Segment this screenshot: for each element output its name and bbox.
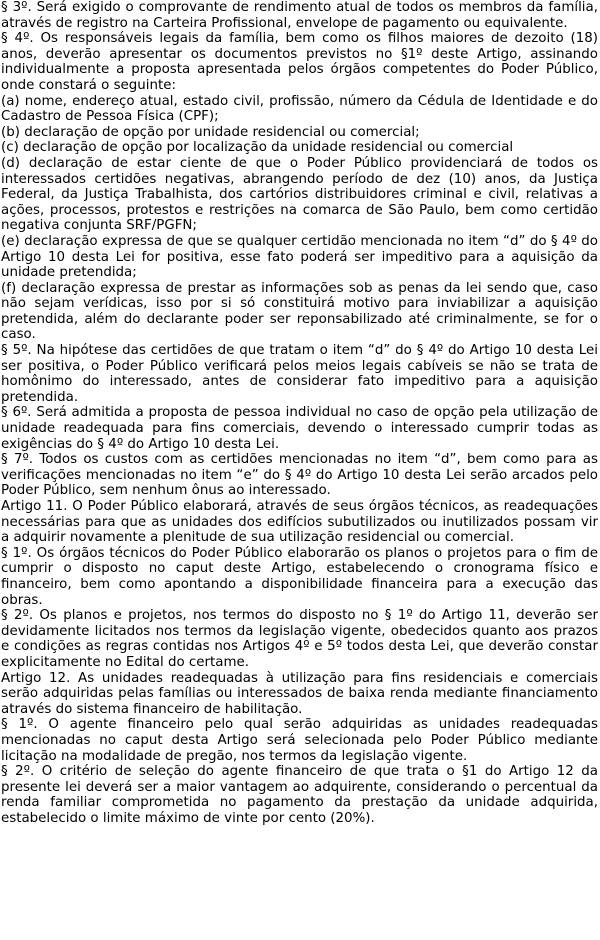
paragraph-art11-par1: § 1º. Os órgãos técnicos do Poder Público elaborarão os planos o projetos para o fim de cumprir o disposto no caput deste Artigo, estabelecendo o cronograma físico e financeiro, bem como apontando a disponibilidade financeira para a execução das obras. — [1, 545, 598, 608]
paragraph-item-b: (b) declaração de opção por unidade residencial ou comercial; — [1, 124, 420, 140]
paragraph-art10-par5: § 5º. Na hipótese das certidões de que tratam o item “d” do § 4º do Artigo 10 desta Lei ser positiva, o Poder Público verificará pelos meios legais cabíveis se não se trata de homônimo do interessado, antes de considerar fato impeditivo para a aquisição pretendida. — [1, 343, 598, 405]
paragraph-item-f: (f) declaração expressa de prestar as informações sob as penas da lei sendo que, caso não sejam verídicas, isso por si só constituirá motivo para inviabilizar a aquisição pretendida, além do declarante poder ser reponsabilizado até criminalmente, se for o caso. — [1, 280, 598, 343]
paragraph-item-a: (a) nome, endereço atual, estado civil, profissão, número da Cédula de Identidade e do Cadastro de Pessoa Física (CPF); — [1, 93, 598, 125]
paragraph-article-12: Artigo 12. As unidades readequadas à utilização para fins residenciais e comerciais serão adquiridas pelas famílias ou interessados de baixa renda mediante financiamento através do sistema financeiro de habilitação. — [1, 670, 598, 717]
paragraph-art12-par1: § 1º. O agente financeiro pelo qual serão adquiridas as unidades readequadas mencionadas no caput desta Artigo será selecionada pelo Poder Público mediante licitação na modalidade de pregão, nos termos da legislação vigente. — [1, 717, 598, 764]
paragraph-article-11: Artigo 11. O Poder Público elaborará, através de seus órgãos técnicos, as readequações necessárias para que as unidades dos edifícios subutilizados ou inutilizados possam vir a adquirir novamente a plenitude de sua utilização residencial ou comercial. — [1, 499, 598, 546]
paragraph-art10-par3: § 3º. Será exigido o comprovante de rendimento atual de todos os membros da família, através de registro na Carteira Profissional, envelope de pagamento ou equivalente. — [1, 0, 598, 31]
paragraph-art10-par7: § 7º. Todos os custos com as certidões mencionadas no item “d”, bem como para as verificações mencionadas no item “e” do § 4º do Artigo 10 desta Lei serão arcados pelo Poder Público, sem nenhum ônus ao interessado. — [1, 452, 598, 499]
paragraph-item-d: (d) declaração de estar ciente de que o Poder Público providenciará de todos os interessados certidões negativas, abrangendo período de dez (10) anos, da Justiça Federal, da Justiça Trabalhista, dos cartórios distribuidores criminal e civil, relativas a ações, processos, protestos e restrições na comarca de São Paulo, bem como certidão negativa conjunta SRF/PGFN; — [1, 155, 598, 234]
paragraph-art10-par6: § 6º. Será admitida a proposta de pessoa individual no caso de opção pela utilização de unidade readequada para fins comerciais, devendo o interessado cumprir todas as exigências do § 4º do Artigo 10 desta Lei. — [1, 405, 598, 452]
paragraph-item-c: (c) declaração de opção por localização da unidade residencial ou comercial — [1, 140, 514, 156]
paragraph-art11-par2: § 2º. Os planos e projetos, nos termos do disposto no § 1º do Artigo 11, deverão ser devidamente licitados nos termos da legislação vigente, obedecidos quanto aos prazos e condições as regras contidas nos Artigos 4º e 5º todos desta Lei, que deverão constar explicitamente no Edital do certame. — [1, 608, 598, 670]
paragraph-art10-par4: § 4º. Os responsáveis legais da família, bem como os filhos maiores de dezoito (18) anos, deverão apresentar os documentos previstos no §1º deste Artigo, assinando individualmente a proposta apresentada pelos órgãos competentes do Poder Público, onde constará o seguinte: — [1, 31, 598, 93]
paragraph-art12-par2: § 2º. O critério de seleção do agente financeiro de que trata o §1 do Artigo 12 da presente lei deverá ser a maior vantagem ao adquirente, considerando o percentual da renda familiar comprometida no pagamento da prestação da unidade adquirida, estabelecido o limite máximo de vinte por cento (20%). — [1, 764, 598, 826]
paragraph-item-e: (e) declaração expressa de que se qualquer certidão mencionada no item “d” do § 4º do Artigo 10 desta Lei for positiva, esse fato poderá ser impeditivo para a aquisição da unidade pretendida; — [1, 233, 598, 281]
